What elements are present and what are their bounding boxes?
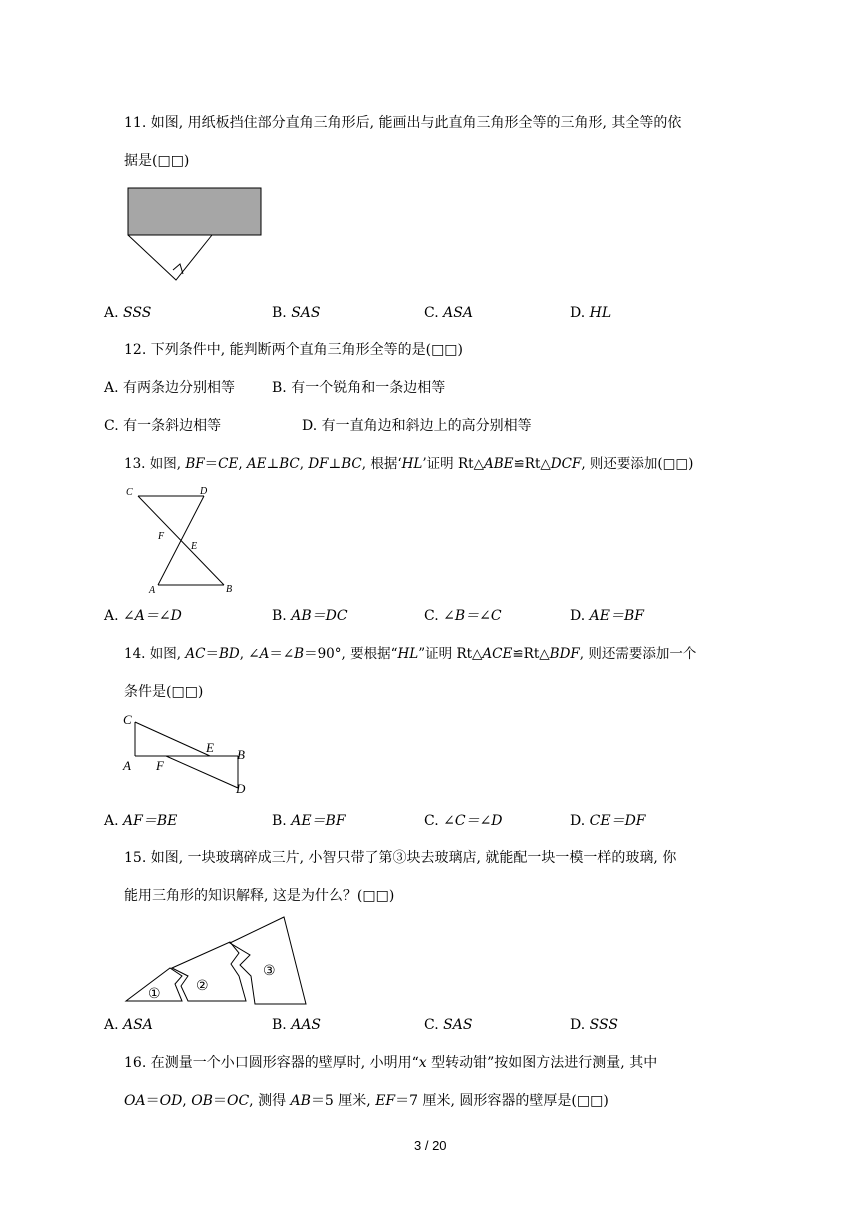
q14-option-b[interactable]: B. AE＝BF — [272, 813, 346, 829]
q15-stem-line2: 能用三角形的知识解释, 这是为什么？(□□) — [124, 888, 395, 904]
q13-label-d: D — [200, 486, 208, 497]
q13-figure — [118, 482, 248, 598]
q16-stem-line1: 16. 在测量一个小口圆形容器的壁厚时, 小明用“x 型转动钳”按如图方法进行测量, 其中 — [124, 1055, 658, 1071]
q11-option-d[interactable]: D. HL — [570, 305, 612, 321]
q13-label-c: C — [126, 487, 133, 498]
q15-label-2: ② — [196, 978, 209, 994]
q14-label-c: C — [123, 712, 132, 727]
q13-option-b[interactable]: B. AB＝DC — [272, 608, 348, 624]
q11-triangle — [128, 235, 212, 280]
q14-label-e: E — [206, 740, 214, 755]
q14-segment-fd — [166, 756, 238, 788]
q14-figure — [118, 708, 258, 800]
q11-cardboard — [128, 188, 261, 235]
q13-option-c[interactable]: C. ∠B＝∠C — [424, 608, 502, 624]
q14-label-b: B — [237, 747, 245, 762]
q12-option-b[interactable]: B. 有一个锐角和一条边相等 — [272, 380, 446, 396]
q12-option-d[interactable]: D. 有一直角边和斜边上的高分别相等 — [302, 418, 532, 434]
page-number: 3 / 20 — [414, 1138, 447, 1153]
q12-option-a[interactable]: A. 有两条边分别相等 — [104, 380, 236, 396]
q15-figure — [118, 912, 318, 1012]
q14-stem-line1: 14. 如图, AC＝BD, ∠A＝∠B＝90°, 要根据“HL”证明 Rt△ACE≌Rt△BDF, 则还需要添加一个 — [124, 646, 697, 662]
q13-option-d[interactable]: D. AE＝BF — [570, 608, 644, 624]
q13-stem: 13. 如图, BF＝CE, AE⊥BC, DF⊥BC, 根据‘HL’证明 Rt△ABE≌Rt△DCF, 则还要添加(□□) — [124, 456, 694, 472]
q15-label-3: ③ — [263, 963, 276, 979]
q11-option-a[interactable]: A. SSS — [104, 305, 152, 321]
q11-option-c[interactable]: C. ASA — [424, 305, 473, 321]
q13-label-a: A — [149, 585, 156, 596]
q13-label-b: B — [226, 584, 233, 595]
q15-stem-line1: 15. 如图, 一块玻璃碎成三片, 小智只带了第③块去玻璃店, 就能配一块一模一样的玻璃, 你 — [124, 850, 677, 866]
q15-option-d[interactable]: D. SSS — [570, 1017, 618, 1033]
q13-option-a[interactable]: A. ∠A＝∠D — [104, 608, 182, 624]
q11-option-b[interactable]: B. SAS — [272, 305, 321, 321]
q12-option-c[interactable]: C. 有一条斜边相等 — [104, 418, 222, 434]
q13-label-e: E — [191, 541, 198, 552]
q15-piece-3 — [230, 917, 306, 1004]
q15-option-b[interactable]: B. AAS — [272, 1017, 322, 1033]
q14-segment-ce — [135, 722, 210, 756]
q14-label-f: F — [156, 758, 164, 773]
q14-label-a: A — [123, 758, 131, 773]
q11-stem-line2: 据是(□□) — [124, 153, 190, 169]
q13-label-f: F — [158, 531, 165, 542]
q14-option-d[interactable]: D. CE＝DF — [570, 813, 646, 829]
q14-option-a[interactable]: A. AF＝BE — [104, 813, 178, 829]
q14-stem-line2: 条件是(□□) — [124, 684, 204, 700]
q15-option-a[interactable]: A. ASA — [104, 1017, 153, 1033]
q16-stem-line2: OA＝OD, OB＝OC, 测得 AB＝5 厘米, EF＝7 厘米, 圆形容器的壁厚是(□□) — [124, 1093, 609, 1109]
q15-label-1: ① — [148, 986, 161, 1002]
q14-option-c[interactable]: C. ∠C＝∠D — [424, 813, 503, 829]
q15-option-c[interactable]: C. SAS — [424, 1017, 473, 1033]
q15-piece-2 — [172, 942, 246, 1001]
q12-stem: 12. 下列条件中, 能判断两个直角三角形全等的是(□□) — [124, 342, 463, 358]
q14-label-d: D — [236, 781, 246, 796]
q11-figure — [120, 184, 270, 288]
q11-stem-line1: 11. 如图, 用纸板挡住部分直角三角形后, 能画出与此直角三角形全等的三角形, 其全等的依 — [124, 115, 682, 131]
